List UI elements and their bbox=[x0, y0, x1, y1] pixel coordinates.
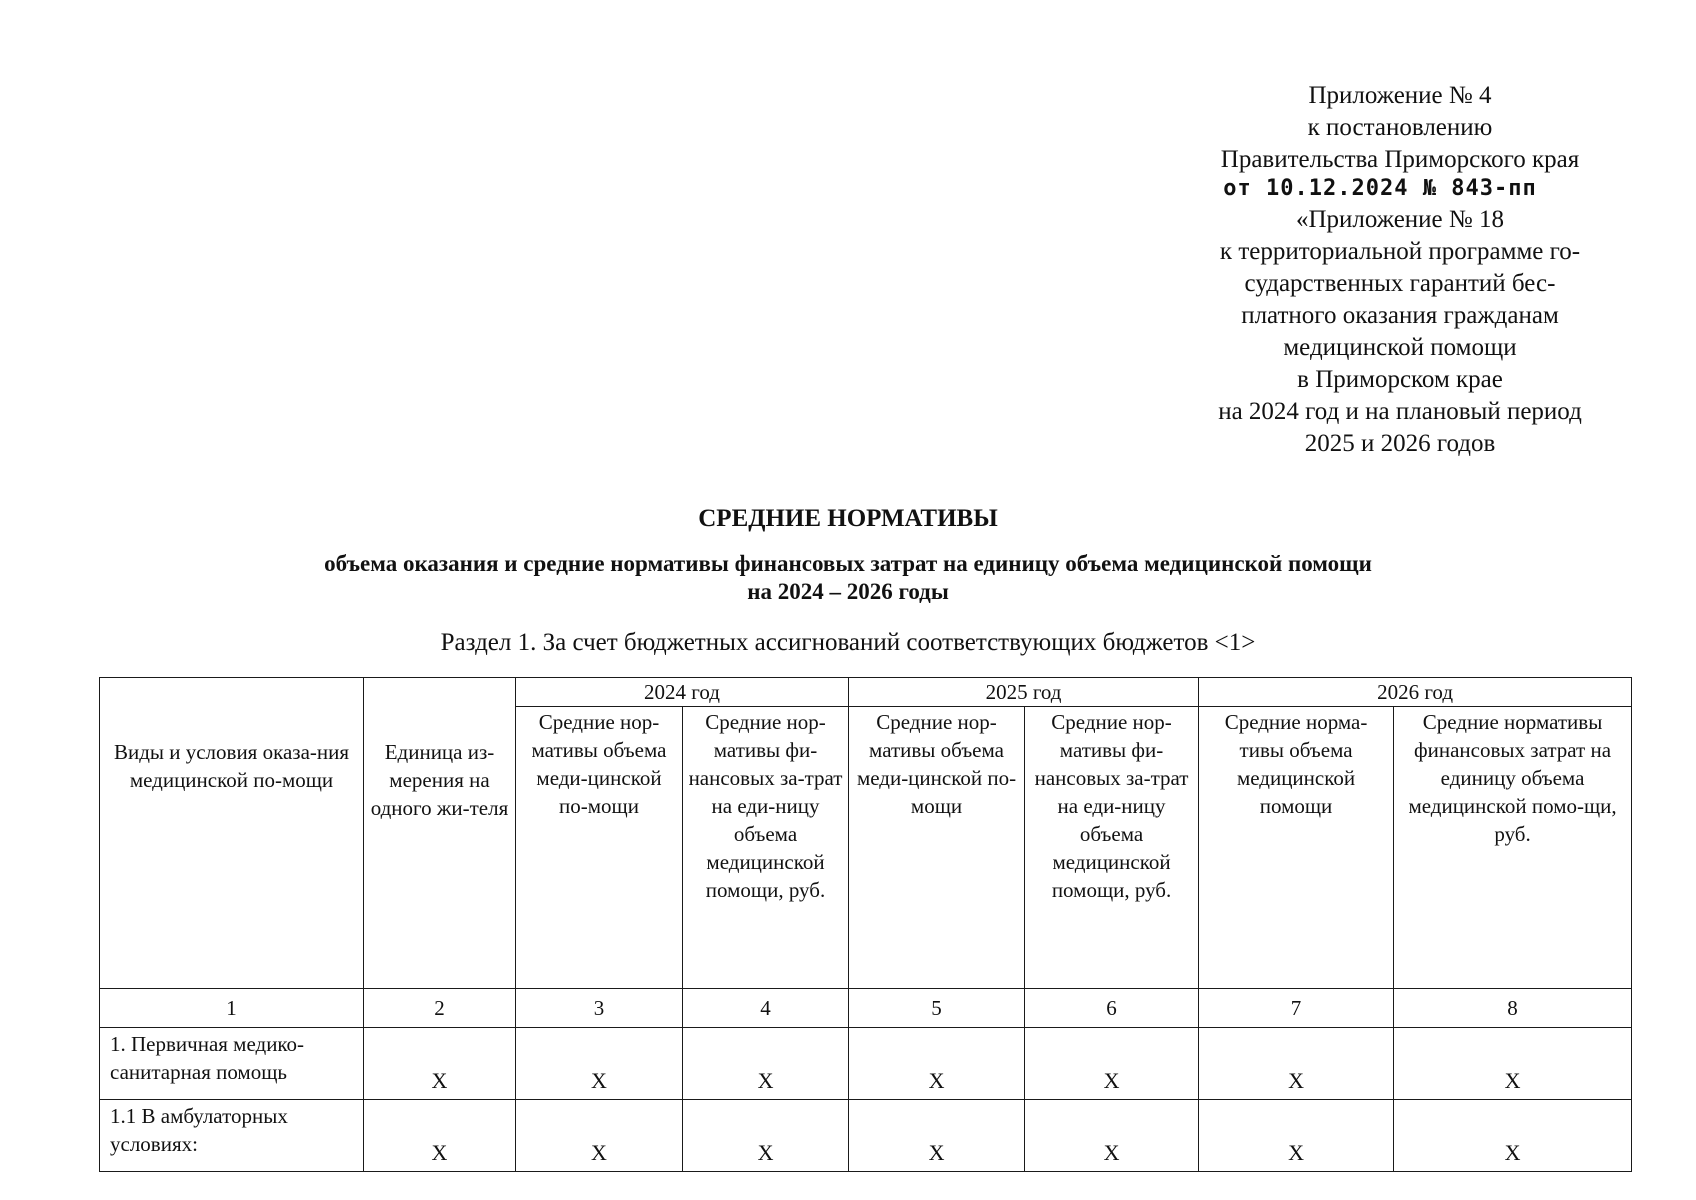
appendix-line: к постановлению bbox=[1307, 114, 1493, 141]
appendix-line: платного оказания гражданам bbox=[1241, 302, 1559, 329]
row-label: 1. Первичная медико-санитарная помощь bbox=[100, 1028, 364, 1100]
column-number: 7 bbox=[1199, 989, 1394, 1028]
header-cost-norm: Средние нормативы финансовых затрат на единицу объема медицинской помо-щи, руб. bbox=[1394, 707, 1632, 989]
header-volume-norm: Средние нор-мативы объема меди-цинской по-мощи bbox=[849, 707, 1025, 989]
header-year-2024: 2024 год bbox=[516, 678, 849, 707]
table-cell: X bbox=[516, 1100, 683, 1172]
appendix-block bbox=[1180, 80, 1620, 460]
table-cell: X bbox=[1199, 1100, 1394, 1172]
table-cell: X bbox=[1394, 1028, 1632, 1100]
table-cell: X bbox=[683, 1100, 849, 1172]
table-cell: X bbox=[683, 1028, 849, 1100]
table-row bbox=[100, 1100, 1632, 1172]
column-number: 4 bbox=[683, 989, 849, 1028]
appendix-line: в Приморском крае bbox=[1297, 366, 1503, 393]
header-year-2025: 2025 год bbox=[849, 678, 1199, 707]
subtitle-line: на 2024 – 2026 годы bbox=[747, 579, 949, 604]
table-cell: X bbox=[364, 1028, 516, 1100]
column-number: 6 bbox=[1025, 989, 1199, 1028]
column-number: 8 bbox=[1394, 989, 1632, 1028]
table-cell: X bbox=[516, 1028, 683, 1100]
header-cost-norm: Средние нор-мативы фи-нансовых за-трат на еди-ницу объема медицинской помощи, руб. bbox=[683, 707, 849, 989]
appendix-line: сударственных гарантий бес- bbox=[1244, 270, 1556, 297]
table-cell: X bbox=[849, 1100, 1025, 1172]
subtitle-line: объема оказания и средние нормативы финансовых затрат на единицу объема медицинской помощи bbox=[324, 551, 1372, 576]
document-title: СРЕДНИЕ НОРМАТИВЫ bbox=[698, 505, 998, 532]
row-label: 1.1 В амбулаторных условиях: bbox=[100, 1100, 364, 1172]
table-cell: X bbox=[1025, 1100, 1199, 1172]
header-types-conditions: Виды и условия оказа-ния медицинской по-мощи bbox=[100, 678, 364, 989]
table-row bbox=[100, 1028, 1632, 1100]
header-unit: Единица из-мерения на одного жи-теля bbox=[364, 678, 516, 989]
document-subtitle bbox=[0, 550, 1696, 606]
appendix-line: Приложение № 4 bbox=[1308, 82, 1492, 109]
column-number: 3 bbox=[516, 989, 683, 1028]
column-number: 1 bbox=[100, 989, 364, 1028]
header-year-2026: 2026 год bbox=[1199, 678, 1632, 707]
appendix-line: медицинской помощи bbox=[1283, 334, 1517, 361]
header-volume-norm: Средние нор-мативы объема меди-цинской по-мощи bbox=[516, 707, 683, 989]
norms-table bbox=[99, 677, 1632, 1172]
column-number: 5 bbox=[849, 989, 1025, 1028]
table-cell: X bbox=[1025, 1028, 1199, 1100]
section-heading: Раздел 1. За счет бюджетных ассигнований соответствующих бюджетов <1> bbox=[440, 629, 1256, 656]
appendix-line: «Приложение № 18 bbox=[1295, 206, 1505, 233]
column-numbers-row bbox=[100, 989, 1632, 1028]
appendix-line: Правительства Приморского края bbox=[1220, 146, 1580, 173]
table-cell: X bbox=[364, 1100, 516, 1172]
table-cell: X bbox=[1199, 1028, 1394, 1100]
appendix-line: на 2024 год и на плановый период bbox=[1218, 398, 1582, 425]
column-number: 2 bbox=[364, 989, 516, 1028]
appendix-line: к территориальной программе го- bbox=[1219, 238, 1581, 265]
resolution-date-number: от 10.12.2024 № 843-пп bbox=[1223, 176, 1537, 201]
header-cost-norm: Средние нор-мативы фи-нансовых за-трат на еди-ницу объема медицинской помощи, руб. bbox=[1025, 707, 1199, 989]
header-volume-norm: Средние норма-тивы объема медицинской помощи bbox=[1199, 707, 1394, 989]
appendix-line: 2025 и 2026 годов bbox=[1304, 430, 1496, 457]
table-cell: X bbox=[849, 1028, 1025, 1100]
table-cell: X bbox=[1394, 1100, 1632, 1172]
